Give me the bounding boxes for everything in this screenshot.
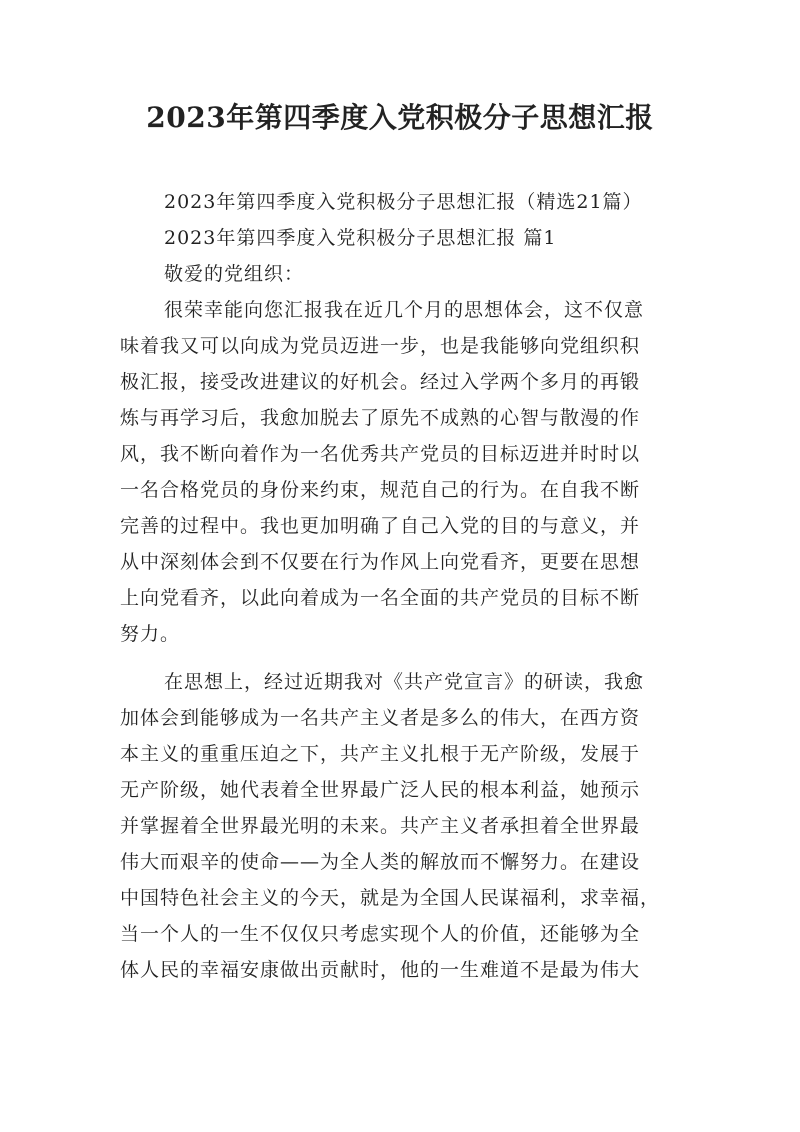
paragraph-2 xyxy=(120,664,685,988)
paragraph-line: 风，我不断向着作为一名优秀共产党员的目标迈进并时时以 xyxy=(120,443,641,465)
paragraph-line: 味着我又可以向成为党员迈进一步，也是我能够向党组织积 xyxy=(120,335,641,357)
paragraph-line: 加体会到能够成为一名共产主义者是多么的伟大，在西方资 xyxy=(120,707,641,729)
paragraph-line: 一名合格党员的身份来约束，规范自己的行为。在自我不断 xyxy=(120,479,641,501)
paragraph-line: 无产阶级，她代表着全世界最广泛人民的根本利益，她预示 xyxy=(120,779,641,801)
paragraph-line: 很荣幸能向您汇报我在近几个月的思想体会，这不仅意 xyxy=(164,299,645,321)
paragraph-line: 在思想上，经过近期我对《共产党宣言》的研读，我愈 xyxy=(164,671,645,693)
paragraph-line: 中国特色社会主义的今天，就是为全国人民谋福利，求幸福， xyxy=(120,887,661,909)
paragraph-line: 本主义的重重压迫之下，共产主义扎根于无产阶级，发展于 xyxy=(120,743,641,765)
subtitle-line: 2023年第四季度入党积极分子思想汇报（精选21篇） xyxy=(164,191,643,213)
paragraph-line: 体人民的幸福安康做出贡献时，他的一生难道不是最为伟大 xyxy=(120,959,641,981)
paragraph-line: 上向党看齐，以此向着成为一名全面的共产党员的目标不断 xyxy=(120,587,641,609)
salutation: 敬爱的党组织： xyxy=(164,263,305,285)
paragraph-line: 极汇报，接受改进建议的好机会。经过入学两个多月的再锻 xyxy=(120,371,641,393)
paragraph-line: 完善的过程中。我也更加明确了自己入党的目的与意义，并 xyxy=(120,515,641,537)
document-body xyxy=(120,184,685,988)
paragraph-line: 当一个人的一生不仅仅只考虑实现个人的价值，还能够为全 xyxy=(120,923,641,945)
paragraph-gap xyxy=(120,652,685,664)
paragraph-1 xyxy=(120,292,685,652)
paragraph-line: 炼与再学习后，我愈加脱去了原先不成熟的心智与散漫的作 xyxy=(120,407,641,429)
paragraph-line: 并掌握着全世界最光明的未来。共产主义者承担着全世界最 xyxy=(120,815,641,837)
paragraph-line: 伟大而艰辛的使命——为全人类的解放而不懈努力。在建设 xyxy=(120,851,641,873)
paragraph-line: 从中深刻体会到不仅要在行为作风上向党看齐，更要在思想 xyxy=(120,551,641,573)
section-heading: 2023年第四季度入党积极分子思想汇报 篇1 xyxy=(164,227,557,249)
document-title: 2023年第四季度入党积极分子思想汇报 xyxy=(146,101,654,134)
paragraph-line: 努力。 xyxy=(120,623,181,645)
